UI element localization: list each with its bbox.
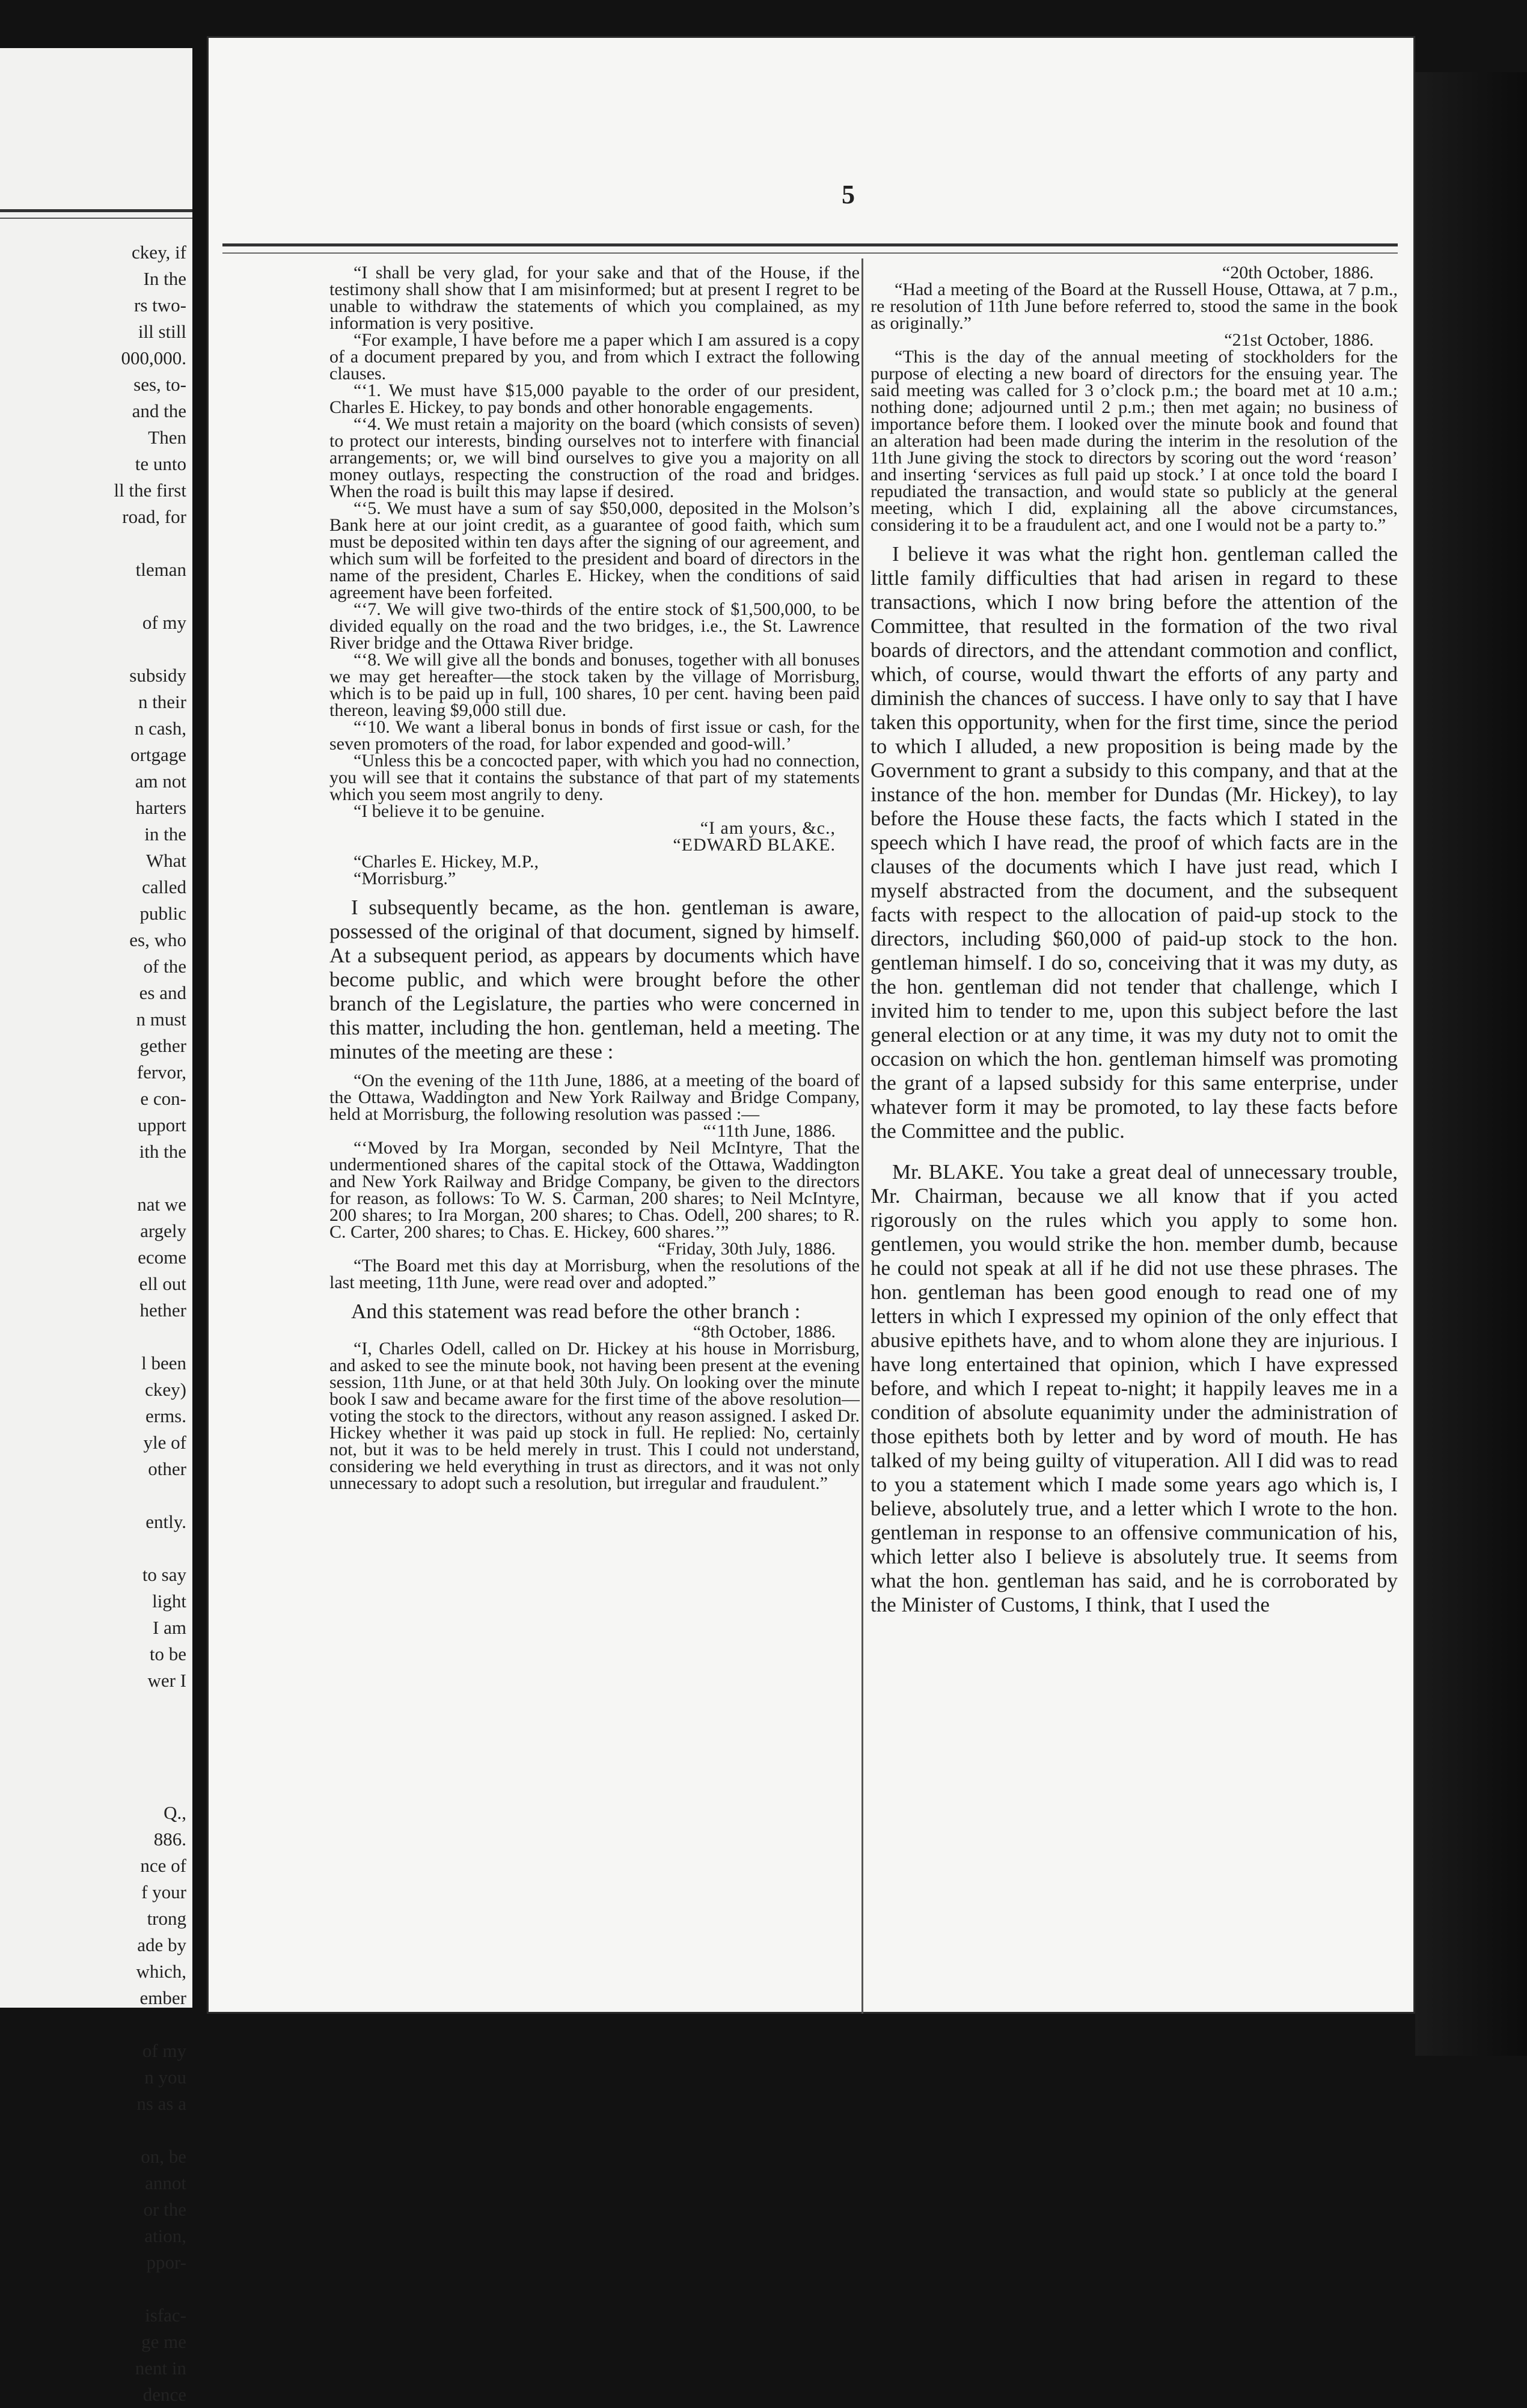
fragment-line: argely: [140, 1220, 186, 1241]
left-column-paragraph: “The Board met this day at Morrisburg, when the resolutions of the last meeting, 11th June, were read over and adopted.”: [329, 1256, 860, 1292]
fragment-line: In the: [143, 268, 186, 289]
fragment-line: gether: [139, 1035, 186, 1056]
fragment-line: of my: [142, 612, 186, 633]
fragment-line: te unto: [135, 453, 186, 474]
fragment-line: yle of: [143, 1432, 186, 1453]
fragment-line: ill still: [138, 321, 186, 342]
fragment-line: es, who: [129, 929, 186, 950]
fragment-line: wer I: [147, 1670, 186, 1691]
fragment-line: fervor,: [136, 1062, 186, 1083]
fragment-line: on, be: [141, 2146, 186, 2167]
left-page-rule-thin: [0, 218, 192, 219]
fragment-line: n must: [136, 1009, 186, 1030]
fragment-gap: [0, 1535, 192, 1562]
fragment-line: e con-: [140, 1088, 186, 1109]
fragment-line: ses, to-: [133, 374, 186, 395]
left-column-paragraph: “‘7. We will give two-thirds of the entire stock of $1,500,000, to be divided equally on the road and the two bridges, i.e., the St. Lawrence River bridge and the Ottawa River bridge.: [329, 599, 860, 653]
fragment-gap: [0, 1694, 192, 1720]
fragment-line: nent in: [135, 2358, 186, 2379]
fragment-line: in the: [144, 824, 186, 845]
header-rule-thick: [222, 243, 1398, 246]
fragment-line: ns as a: [136, 2093, 186, 2114]
fragment-line: other: [148, 1458, 186, 1479]
fragment-line: am not: [135, 771, 186, 792]
fragment-gap: [0, 1324, 192, 1350]
fragment-gap: [0, 530, 192, 557]
fragment-line: dence: [142, 2384, 186, 2405]
page-number: 5: [842, 180, 855, 209]
fragment-line: road, for: [122, 506, 186, 527]
fragment-line: ade by: [137, 1934, 186, 1955]
fragment-line: l been: [141, 1352, 186, 1374]
left-column-paragraph: “I, Charles Odell, called on Dr. Hickey at his house in Morrisburg, and asked to see the minute book, not having been present at the evening session, 11th June, or at that held 30th July. On looking over the minute book I saw and became aware for the first time of the above resolution—voting the stock to the directors, without any reason assigned. I asked Dr. Hickey whether it was paid up stock in full. He replied: No, certainly not, but it was to be held merely in trust. This I could not understand, considering we held everything in trust as directors, and it was not only unnecessary to adopt such a resolution, but irregular and fraudulent.”: [329, 1339, 860, 1493]
fragment-line: trong: [147, 1908, 186, 1929]
left-column-paragraph: “EDWARD BLAKE.: [673, 835, 836, 855]
right-column-paragraph: “20th October, 1886.: [1222, 263, 1374, 283]
fragment-gap: [0, 2276, 192, 2302]
left-column-paragraph: “‘8. We will give all the bonds and bonuses, together with all bonuses we may get hereafter—the stock taken by the village of Morrisburg, which is to be paid up in full, 100 shares, 10 per cent. having been paid thereon, leaving $9,000 still due.: [329, 650, 860, 720]
fragment-line: to be: [149, 1643, 186, 1664]
left-column-paragraph: I subsequently became, as the hon. gentleman is aware, possessed of the original of that document, signed by himself. At a subsequent period, as appears by documents which have become public, and which were brought before the other branch of the Legislature, the parties who were concerned in this matter, including the hon. gentleman, held a meeting. The minutes of the meeting are these :: [329, 896, 860, 1063]
fragment-gap: [0, 1482, 192, 1509]
fragment-line: which,: [136, 1961, 186, 1982]
left-column-paragraph: “‘11th June, 1886.: [703, 1121, 836, 1141]
left-column-paragraph: “‘Moved by Ira Morgan, seconded by Neil McIntyre, That the undermentioned shares of the capital stock of the Ottawa, Waddington and New York Railway and Bridge Company, be given to the directors for reason, as follows: To W. S. Carman, 200 shares; to Neil McIntyre, 200 shares; to Ira Morgan, 200 shares; to Chas. Odell, 200 shares; to R. C. Carter, 200 shares; to Chas. E. Hickey, 600 shares.’”: [329, 1138, 860, 1242]
left-column-paragraph: “8th October, 1886.: [693, 1322, 836, 1342]
fragment-line: I am: [153, 1617, 186, 1638]
right-column-paragraph: “21st October, 1886.: [1224, 330, 1374, 350]
fragment-line: ember: [139, 1987, 186, 2008]
fragment-line: hether: [139, 1300, 186, 1321]
fragment-line: ith the: [139, 1141, 186, 1162]
left-column-paragraph: “‘1. We must have $15,000 payable to the order of our president, Charles E. Hickey, to pay bonds and other honorable engagements.: [329, 380, 860, 417]
left-column-paragraph: And this statement was read before the other branch :: [351, 1300, 801, 1323]
fragment-line: f your: [141, 1881, 186, 1902]
fragment-line: erms.: [145, 1405, 186, 1426]
left-column-paragraph: “I shall be very glad, for your sake and that of the House, if the testimony shall show that I am misinformed; but at present I regret to be unable to withdraw the statements of which you complained, as my information is very positive.: [329, 263, 860, 333]
page-edge-shadow: [1415, 72, 1527, 2056]
fragment-line: n cash,: [134, 718, 186, 739]
right-column: [871, 264, 1398, 1617]
left-column-paragraph: “Unless this be a concocted paper, with which you had no connection, you will see that it contains the substance of that part of my statements which you seem most angrily to deny.: [329, 751, 860, 804]
fragment-line: ppor-: [146, 2252, 186, 2273]
column-divider: [861, 258, 863, 2014]
left-column-paragraph: “‘10. We want a liberal bonus in bonds of first issue or cash, for the seven promoters of the road, for labor expended and good-will.’: [329, 717, 860, 754]
left-column-paragraph: “Morrisburg.”: [353, 869, 456, 888]
right-column-paragraph: “This is the day of the annual meeting of stockholders for the purpose of electing a new board of directors for the ensuing year. The said meeting was called for 3 o’clock p.m.; the board met at 10 a.m.; nothing done; adjourned until 2 p.m.; then met again; no business of importance before them. I looked over the minute book and found that an alteration had been made during the interim in the resolution of the 11th June giving the stock to directors by scoring out the word ‘reason’ and inserting ‘services as full paid up stock.’ I at once told the board I repudiated the transaction, and would state so publicly at the general meeting, which I did, explaining all the above circumstances, considering it to be a fraudulent act, and one I would not be a party to.”: [871, 347, 1398, 535]
fragment-line: rs two-: [134, 295, 186, 316]
left-column-paragraph: [329, 1291, 860, 1300]
left-column-paragraph: “Charles E. Hickey, M.P.,: [353, 852, 539, 872]
fragment-line: light: [152, 1591, 186, 1612]
fragment-line: ortgage: [130, 744, 186, 765]
right-column-paragraph: “Had a meeting of the Board at the Russell House, Ottawa, at 7 p.m., re resolution of 11th June before referred to, stood the same in the book as originally.”: [871, 280, 1398, 333]
fragment-gap: [0, 636, 192, 662]
left-column-paragraph: “Friday, 30th July, 1886.: [657, 1239, 836, 1259]
fragment-line: ckey): [145, 1379, 186, 1400]
fragment-line: or the: [143, 2199, 186, 2220]
fragment-line: isfac-: [145, 2305, 186, 2326]
fragment-line: ecome: [138, 1247, 186, 1268]
left-page-fragment: [0, 48, 192, 2405]
fragment-line: ckey, if: [132, 242, 186, 263]
left-column-paragraph: [329, 887, 860, 896]
fragment-line: of my: [142, 2040, 186, 2061]
fragment-line: upport: [138, 1114, 186, 1135]
fragment-line: tleman: [135, 559, 186, 580]
fragment-line: nce of: [140, 1855, 186, 1876]
left-column-paragraph: “‘5. We must have a sum of say $50,000, deposited in the Molson’s Bank here at our joint credit, as a guarantee of good faith, which sum must be deposited within ten days after the signing of our agreement, and which sum will be forfeited to the president and board of directors in the name of the president, Charles E. Hickey, when the conditions of said agreement have been forfeited.: [329, 498, 860, 602]
left-column-paragraph: “‘4. We must retain a majority on the board (which consists of seven) to protect our interests, binding ourselves not to interfere with financial arrangements; or, we will bind ourselves to give you a majority on all money outlays, respecting the construction of the road and bridges. When the road is built this may lapse if desired.: [329, 414, 860, 501]
left-column-paragraph: “I believe it to be genuine.: [353, 801, 545, 821]
fragment-line: What: [145, 850, 186, 871]
fragment-line: n you: [144, 2067, 186, 2088]
fragment-line: 000,000.: [121, 347, 186, 368]
fragment-line: harters: [135, 797, 186, 818]
fragment-line: called: [141, 876, 186, 897]
right-column-paragraph: [871, 1152, 1398, 1160]
fragment-gap: [0, 2117, 192, 2144]
right-column-paragraph: Mr. BLAKE. You take a great deal of unnecessary trouble, Mr. Chairman, because we all know that if you acted rigorously on the rules which you apply to some hon. gentlemen, you would strike the hon. member dumb, because he could not speak at all if he did not use these phrases. The hon. gentleman has been good enough to read one of my letters in which I expressed my opinion of the only effect that abusive epithets have, and to whom alone they are injurious. I have long entertained that opinion, which I have expressed before, and which I repeat to-night; it happily leaves me in a condition of absolute equanimity under the administration of those epithets both by letter and by word of mouth. He has talked of my being guilty of vituperation. All I did was to read to you a statement which I made some years ago which is, I believe, absolutely true, and a letter which I wrote to the hon. gentleman in response to an offensive communication of his, which letter also I believe is absolutely true. It seems from what the hon. gentleman has said, and he is corroborated by the Minister of Customs, I think, that I used the: [871, 1160, 1398, 1616]
left-column-paragraph: “On the evening of the 11th June, 1886, at a meeting of the board of the Ottawa, Waddington and New York Railway and Bridge Company, held at Morrisburg, the following resolution was passed :—: [329, 1071, 860, 1124]
fragment-gap: [0, 583, 192, 610]
left-column: [329, 264, 860, 1492]
fragment-gap: [0, 2011, 192, 2038]
right-column-paragraph: I believe it was what the right hon. gentleman called the little family difficulties that had arisen in regard to these transactions, which I now bring before the attention of the Committee, that resulted in the formation of the two rival boards of directors, and the attendant commotion and conflict, which, of course, would thwart the efforts of any party and diminish the chances of success. I have only to say that I have taken this opportunity, when for the first time, since the period to which I alluded, a new proposition is being made by the Government to grant a subsidy to this company, and that at the instance of the hon. member for Dundas (Mr. Hickey), to lay before the House these facts, the facts which I stated in the speech which I have read, the proof of which facts are in the clauses of the documents which I have just read, which I myself abstracted from the document, and the subsequent facts with respect to the allocation of paid-up stock to the directors, including $60,000 of paid-up stock to the hon. gentleman himself. I do so, conceiving that it was my duty, as the hon. gentleman did not tender that challenge, which I invited him to tender to me, upon this subject before the last general election or at any time, it was my duty not to omit the occasion on which the hon. gentleman himself was promoting the grant of a lapsed subsidy for this same enterprise, under whatever form it may be promoted, to lay these facts before the Committee and the public.: [871, 542, 1398, 1143]
right-column-paragraph: [871, 1143, 1398, 1152]
left-page-text: [0, 239, 192, 2408]
left-column-paragraph: “For example, I have before me a paper which I am assured is a copy of a document prepared by you, and from which I extract the following clauses.: [329, 330, 860, 384]
left-page-rule: [0, 209, 192, 212]
fragment-line: of the: [143, 956, 186, 977]
fragment-line: Q.,: [164, 1802, 186, 1823]
fragment-gap: [0, 1773, 192, 1800]
right-column-paragraph: [871, 534, 1398, 542]
header-rule-thin: [222, 252, 1398, 254]
fragment-line: ge me: [141, 2331, 186, 2352]
fragment-line: ell out: [139, 1273, 186, 1294]
left-column-paragraph: “I am yours, &c.,: [700, 818, 836, 838]
fragment-line: ll the first: [114, 480, 186, 501]
fragment-line: n their: [138, 691, 186, 712]
fragment-line: Then: [148, 427, 186, 448]
fragment-gap: [0, 1165, 192, 1191]
fragment-line: ation,: [144, 2225, 186, 2246]
fragment-line: and the: [132, 400, 186, 421]
fragment-line: 886.: [153, 1829, 186, 1850]
fragment-line: to say: [142, 1564, 186, 1585]
fragment-line: ently.: [145, 1511, 186, 1532]
fragment-gap: [0, 1747, 192, 1773]
fragment-line: es and: [139, 982, 186, 1003]
fragment-line: public: [139, 903, 186, 924]
fragment-line: subsidy: [129, 665, 186, 686]
fragment-gap: [0, 1720, 192, 1747]
fragment-line: annot: [145, 2172, 186, 2193]
fragment-line: nat we: [137, 1194, 186, 1215]
